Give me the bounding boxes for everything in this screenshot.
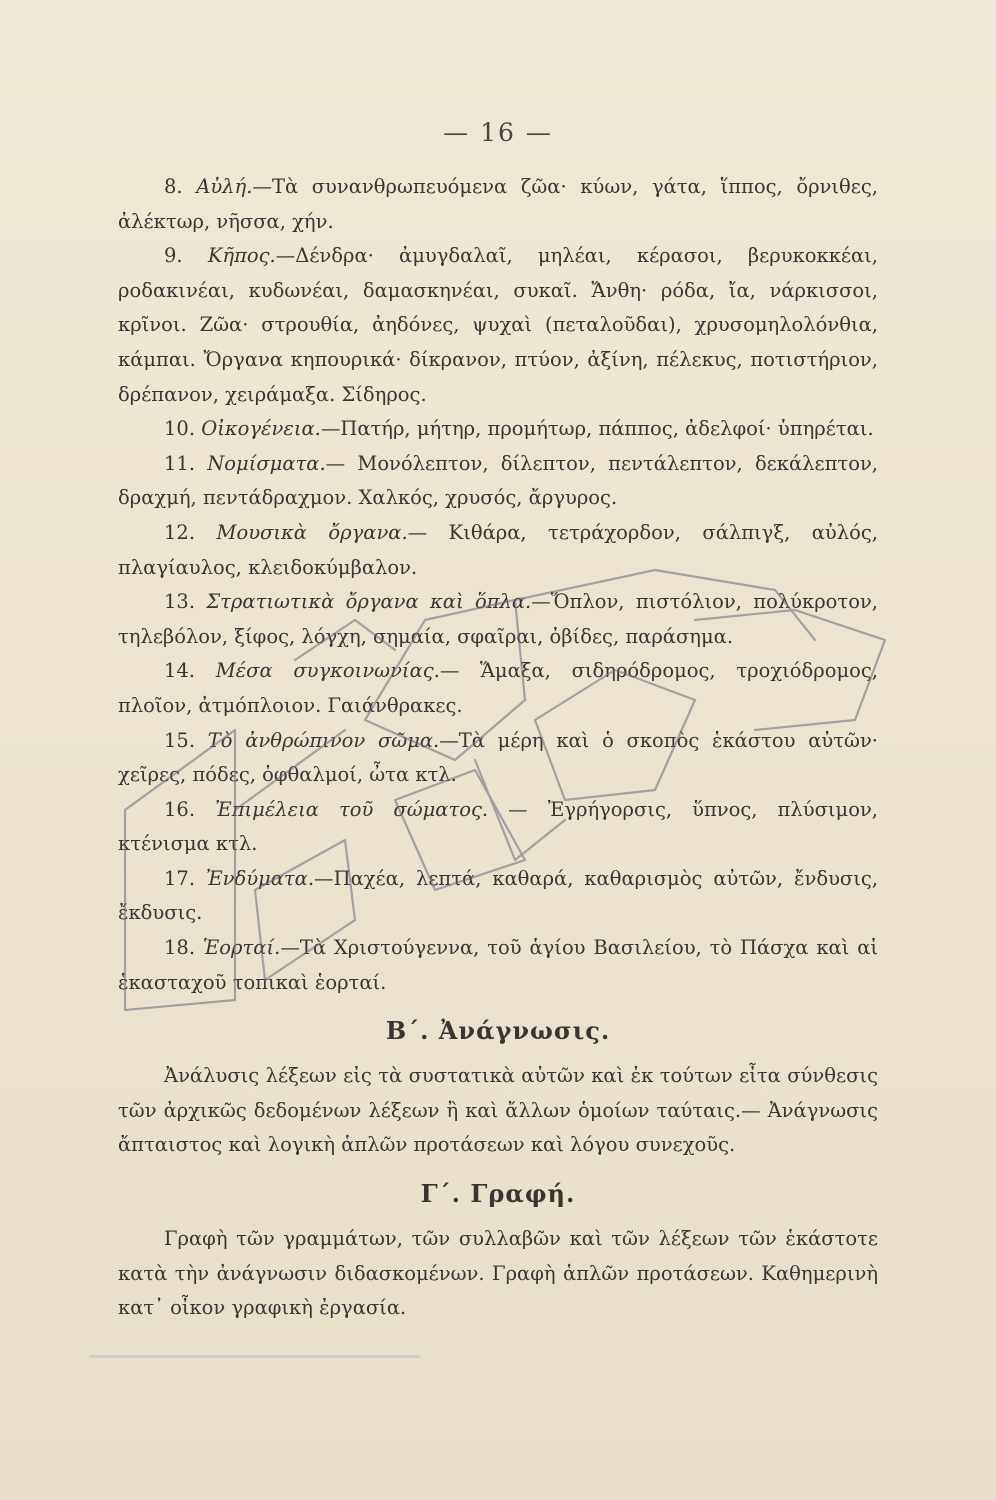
list-item: 18. Ἑορταί.—Τὰ Χριστούγεννα, τοῦ ἁγίου Βασιλείου, τὸ Πάσχα καὶ αἱ ἑκασταχοῦ τοπικαὶ ἑορταί. <box>118 936 879 994</box>
section-text-writing: Γραφὴ τῶν γραμμάτων, τῶν συλλαβῶν καὶ τῶν λέξεων τῶν ἑκάστοτε κατὰ τὴν ἀνάγνωσιν διδασκομένων. Γραφὴ ἁπλῶν προτάσεων. Καθημερινὴ κατ᾽ οἶκον γραφικὴ ἐργασία. <box>118 1227 878 1320</box>
list-item: 8. Αὐλή.—Τὰ συνανθρωπευόμενα ζῶα· κύων, γάτα, ἵππος, ὄρνιθες, ἀλέκτωρ, νῆσσα, χήν. <box>118 175 878 233</box>
section-heading-writing: Γ΄. Γραφή. <box>420 1179 576 1209</box>
list-item: 15. Τὸ ἀνθρώπινον σῶμα.—Τὰ μέρη καὶ ὁ σκοπὸς ἑκάστου αὐτῶν· χεῖρες, πόδες, ὀφθαλμοί, ὦτα κτλ. <box>118 728 878 787</box>
list-item: 12. Μουσικὰ ὄργανα.— Κιθάρα, τετράχορδον, σάλπιγξ, αὐλός, πλαγίαυλος, κλειδοκύμβαλον. <box>118 520 878 579</box>
section-text-reading: Ἀνάλυσις λέξεων εἰς τὰ συστατικὰ αὐτῶν καὶ ἐκ τούτων εἶτα σύνθεσις τῶν ἀρχικῶς δεδομένων λέξεων ἢ καὶ ἄλλων ὁμοίων ταύταις.— Ἀνάγνωσις ἄπταιστος καὶ λογικὴ ἁπλῶν προτάσεων καὶ λόγου συνεχοῦς. <box>118 1064 878 1157</box>
page-number: — 16 — <box>443 118 553 147</box>
list-item: 10. Οἰκογένεια.—Πατήρ, μήτηρ, προμήτωρ, πάππος, ἀδελφοί· ὑπηρέται. <box>164 417 874 441</box>
list-item: 13. Στρατιωτικὰ ὄργανα καὶ ὅπλα.—Ὅπλον, πιστόλιον, πολύκροτον, τηλεβόλον, ξίφος, λόγχη, σημαία, σφαῖραι, ὀβίδες, παράσημα. <box>118 590 879 648</box>
bottom-rule <box>90 1355 420 1358</box>
body-text <box>118 170 878 1326</box>
list-item: 17. Ἐνδύματα.—Παχέα, λεπτά, καθαρά, καθαρισμὸς αὐτῶν, ἔνδυσις, ἔκδυσις. <box>118 866 879 925</box>
section-heading-reading: Β΄. Ἀνάγνωσις. <box>385 1016 611 1046</box>
list-item: 16. Ἐπιμέλεια τοῦ σώματος. — Ἐγρήγορσις, ὕπνος, πλύσιμον, κτένισμα κτλ. <box>118 797 878 856</box>
list-item: 14. Μέσα συγκοινωνίας.— Ἅμαξα, σιδηρόδρομος, τροχιόδρομος, πλοῖον, ἀτμόπλοιον. Γαιάνθρακες. <box>118 659 878 717</box>
list-item: 11. Νομίσματα.— Μονόλεπτον, δίλεπτον, πεντάλεπτον, δεκάλεπτον, δραχμή, πεντάδραχμον. Χαλκός, χρυσός, ἄργυρος. <box>118 451 878 510</box>
list-item: 9. Κῆπος.—Δένδρα· ἀμυγδαλαῖ, μηλέαι, κέρασοι, βερυκοκκέαι, ροδακινέαι, κυδωνέαι, δαμασκηνέαι, συκαῖ. Ἄνθη· ρόδα, ἴα, νάρκισσοι, κρῖνοι. Ζῶα· στρουθία, ἀηδόνες, ψυχαὶ (πεταλοῦδαι), χρυσομηλολόνθια, κάμπαι. Ὄργανα κηπουρικά· δίκρανον, πτύον, ἀξίνη, πέλεκυς, ποτιστήριον, δρέπανον, χειράμαξα. Σίδηρος. <box>118 244 879 406</box>
